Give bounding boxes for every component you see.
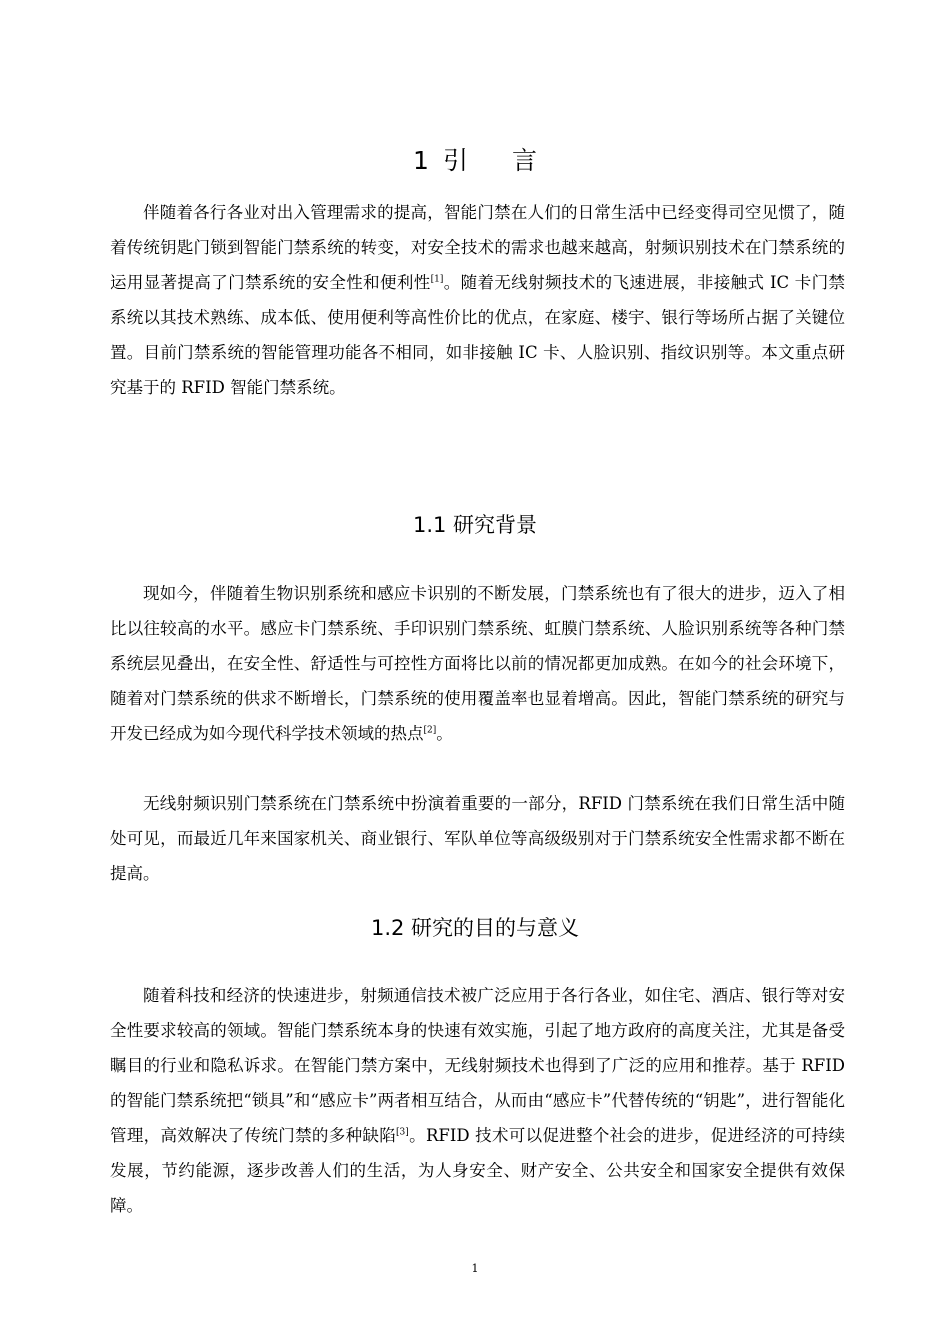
section-1-2-text-b: 。RFID 技术可以促进整个社会的进步，促进经济的可持续发展，节约能源，逐步改善人们的生活，为人身安全、财产安全、公共安全和国家安全提供有效保障。: [110, 1126, 845, 1215]
section-1-1-p1-end: 。: [436, 724, 453, 743]
chapter-title-char-1: 引: [442, 146, 468, 175]
section-1-1-paragraph-1: [110, 576, 845, 751]
section-1-1-title: 1.1 研究背景: [412, 513, 538, 537]
chapter-number: 1: [413, 146, 429, 175]
page-number: 1: [471, 1262, 479, 1275]
section-1-2-text-a: 随着科技和经济的快速进步，射频通信技术被广泛应用于各行各业，如住宅、酒店、银行等对安全性要求较高的领域。智能门禁系统本身的快速有效实施，引起了地方政府的高度关注，尤其是备受瞩目的行业和隐私诉求。在智能门禁方案中，无线射频技术也得到了广泛的应用和推荐。基于 RFID 的智能门禁系统把“锁具”和“感应卡”两者相互结合，从而由“感应卡”代替传统的“钥匙”，进行智能化管理，高效解决了传统门禁的多种缺陷: [110, 986, 845, 1145]
citation-2: [2]: [423, 725, 437, 736]
citation-3: [3]: [396, 1127, 409, 1138]
intro-paragraph: [110, 195, 845, 405]
section-1-1-paragraph-2: [110, 786, 845, 891]
citation-1: [1]: [430, 274, 444, 285]
chapter-title: [0, 143, 950, 179]
section-1-2-title: 1.2 研究的目的与意义: [370, 916, 580, 940]
section-1-1-p2-text: 无线射频识别门禁系统在门禁系统中扮演着重要的一部分，RFID 门禁系统在我们日常生活中随处可见，而最近几年来国家机关、商业银行、军队单位等高级级别对于门禁系统安全性需求都不断在提高。: [110, 794, 845, 883]
chapter-title-char-2: 言: [511, 146, 537, 175]
section-1-2-paragraph: [110, 978, 845, 1223]
intro-text-a: 伴随着各行各业对出入管理需求的提高，智能门禁在人们的日常生活中已经变得司空见惯了，随着传统钥匙门锁到智能门禁系统的转变，对安全技术的需求也越来越高，射频识别技术在门禁系统的运用显著提高了门禁系统的安全性和便利性: [110, 203, 845, 292]
intro-text-b: 。随着无线射频技术的飞速进展，非接触式 IC 卡门禁系统以其技术熟练、成本低、使用便利等高性价比的优点，在家庭、楼宇、银行等场所占据了关键位置。目前门禁系统的智能管理功能各不相同，如非接触 IC 卡、人脸识别、指纹识别等。本文重点研究基于的 RFID 智能门禁系统。: [110, 273, 845, 397]
section-1-1-p1-text: 现如今，伴随着生物识别系统和感应卡识别的不断发展，门禁系统也有了很大的进步，迈入了相比以往较高的水平。感应卡门禁系统、手印识别门禁系统、虹膜门禁系统、人脸识别系统等各种门禁系统层见叠出，在安全性、舒适性与可控性方面将比以前的情况都更加成熟。在如今的社会环境下，随着对门禁系统的供求不断增长，门禁系统的使用覆盖率也显着增高。因此，智能门禁系统的研究与开发已经成为如今现代科学技术领域的热点: [110, 584, 845, 743]
